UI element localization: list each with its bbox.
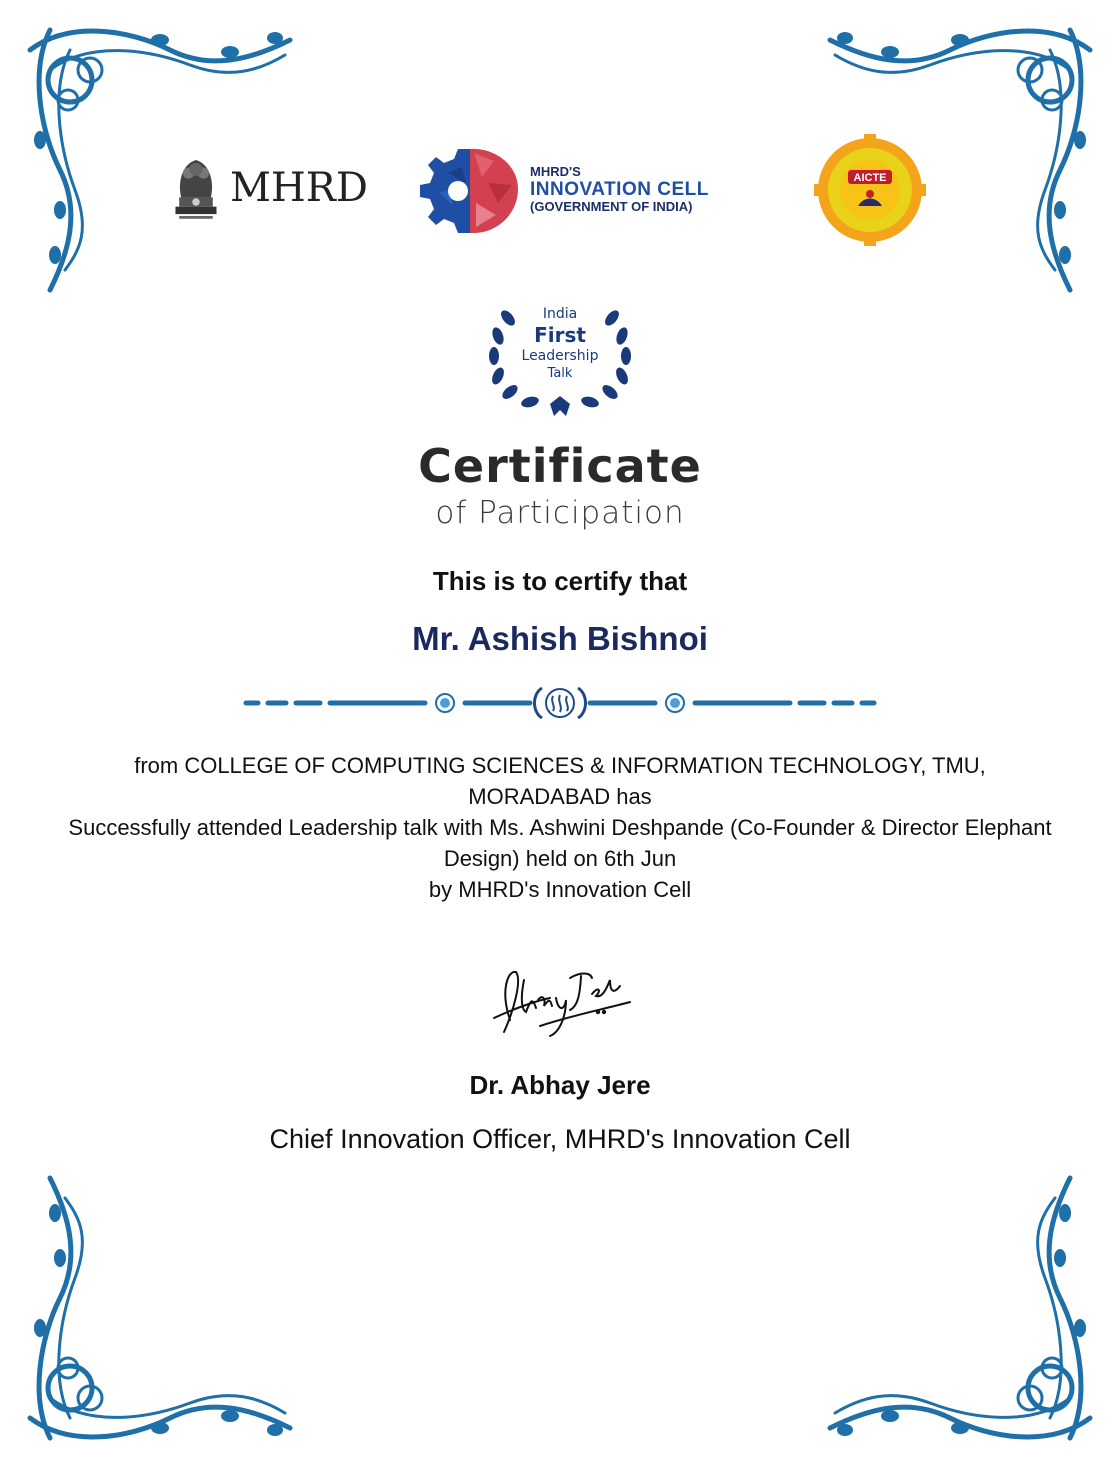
body-line-3: Successfully attended Leadership talk with Ms. Ashwini Deshpande (Co-Founder & Director Elephant	[68, 815, 1052, 840]
badge-line-talk: Talk	[547, 366, 573, 381]
certificate-title: Certificate	[418, 439, 702, 493]
certify-statement: This is to certify that	[432, 566, 688, 596]
innovation-cell-line1: MHRD'S	[530, 164, 581, 180]
signer-name: Dr. Abhay Jere	[469, 1070, 651, 1100]
corner-ornament-bottom-right	[810, 1158, 1110, 1458]
signature	[480, 950, 640, 1050]
badge-line-first: First	[534, 323, 586, 347]
mhrd-logo	[168, 148, 368, 228]
certificate-subtitle: of Participation	[435, 495, 685, 531]
badge-line-leadership: Leadership	[521, 348, 599, 364]
aicte-label: AICTE	[853, 172, 887, 184]
signer-title: Chief Innovation Officer, MHRD's Innovation Cell	[269, 1124, 851, 1154]
body-line-1: from COLLEGE OF COMPUTING SCIENCES & INFORMATION TECHNOLOGY, TMU,	[134, 753, 986, 778]
innovation-cell-logo	[418, 140, 738, 240]
certificate-body	[0, 750, 1120, 905]
india-first-leadership-talk-badge	[480, 288, 640, 418]
innovation-cell-line2: INNOVATION CELL	[530, 178, 709, 200]
brain-gear-icon	[418, 143, 522, 237]
national-emblem-icon	[168, 150, 224, 226]
aicte-gear-icon	[814, 134, 926, 246]
body-line-2: MORADABAD has	[468, 784, 652, 809]
aicte-logo	[808, 134, 932, 246]
recipient-name: Mr. Ashish Bishnoi	[412, 620, 708, 657]
corner-ornament-bottom-left	[10, 1158, 310, 1458]
innovation-cell-line3: (GOVERNMENT OF INDIA)	[530, 199, 693, 215]
ornamental-divider	[240, 684, 880, 722]
body-line-5: by MHRD's Innovation Cell	[428, 877, 692, 902]
body-line-4: Design) held on 6th Jun	[443, 846, 677, 871]
badge-line-india: India	[542, 306, 578, 322]
mhrd-wordmark: MHRD	[229, 165, 368, 211]
divider-center-emblem-icon	[535, 688, 586, 718]
